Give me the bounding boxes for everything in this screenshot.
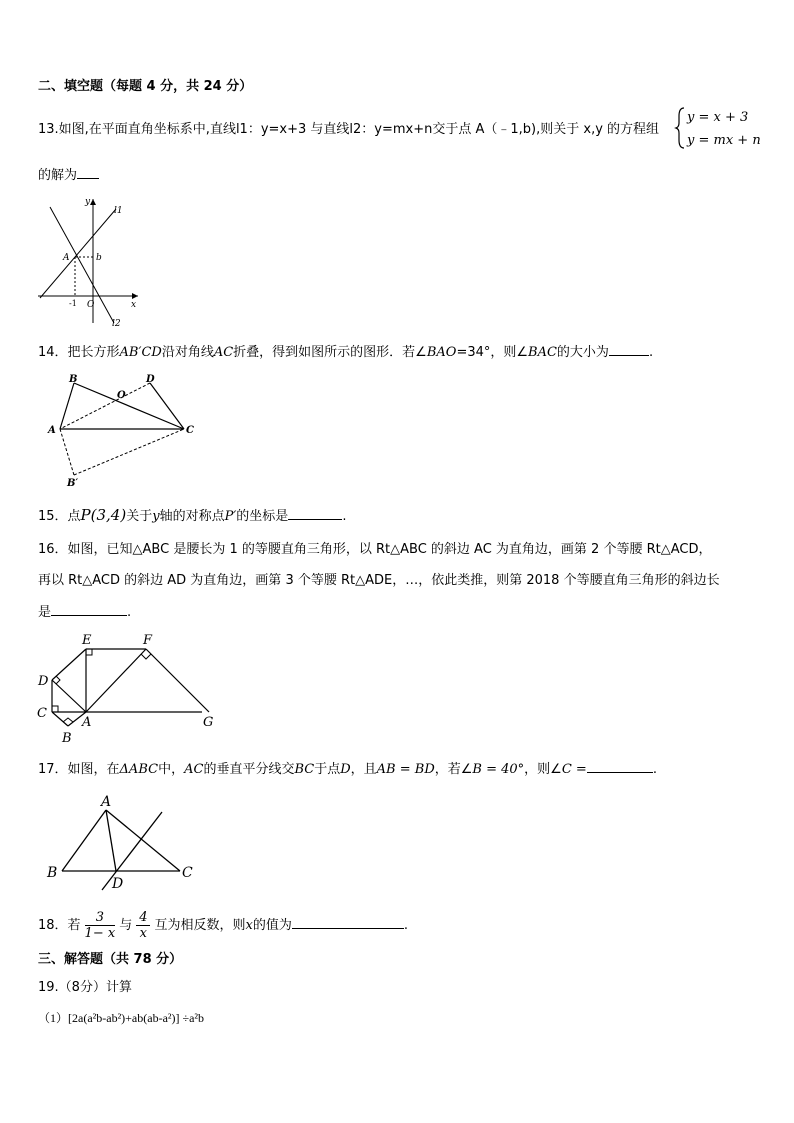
seg-DA: [52, 680, 86, 712]
q17-mid1: 中，: [158, 762, 185, 777]
q17-pre: 17．如图，在: [38, 762, 120, 777]
q18-post: 的值为: [252, 918, 292, 933]
q17-seg: AC: [184, 762, 204, 777]
right-angle-E: [86, 649, 92, 655]
q16-figure: [34, 630, 224, 748]
line-l1: [40, 209, 116, 298]
q14-mid2: 折叠，得到如图所示的图形．若∠: [233, 345, 427, 360]
right-angle-D: [56, 676, 60, 684]
label-F: F: [143, 633, 153, 648]
q13-line2-text: 的解为: [38, 168, 78, 183]
q13-figure: [30, 193, 150, 333]
seg-AB: [62, 810, 106, 871]
q17-answer-blank: [587, 760, 653, 773]
q14-answer-blank: [609, 343, 649, 356]
q15-answer-blank: [288, 507, 342, 520]
label-neg1: -1: [69, 299, 77, 308]
seg-AB-prime: [60, 429, 74, 475]
q15-mid2: 轴的对称点: [159, 509, 225, 524]
label-G: G: [203, 715, 214, 730]
q18-mid1: 与: [119, 918, 133, 933]
q17-figure: [40, 790, 210, 895]
label-C: C: [182, 865, 193, 881]
q13-eq2: y = mx + n: [687, 133, 761, 148]
q13-equation-system: [676, 106, 761, 150]
q14-end: .: [648, 345, 654, 360]
q17-mid3: 于点: [314, 762, 341, 777]
label-y: y: [85, 197, 91, 207]
q19-head: 19.（8分）计算: [38, 980, 132, 995]
label-C: C: [186, 425, 194, 436]
q14-mid1: 沿对角线: [161, 345, 214, 360]
right-angle-B: [63, 718, 73, 722]
brace-icon: [676, 108, 684, 148]
q14-mid3: =34°，则∠: [456, 345, 529, 360]
q15-mid1: 关于: [126, 509, 153, 524]
q15-post: 的坐标是: [236, 509, 289, 524]
q14-figure: [40, 368, 210, 493]
x-arrow-icon: [132, 293, 138, 299]
q16-end: .: [127, 605, 132, 620]
q18-text: [38, 908, 408, 944]
label-O: O: [87, 300, 95, 310]
label-D: D: [38, 674, 49, 689]
q18-end: .: [403, 918, 408, 933]
q18-f1-den: 1− x: [84, 926, 116, 941]
q17-mid6: ，则∠: [524, 762, 562, 777]
q18-f2-den: x: [139, 926, 148, 941]
right-angle-C: [52, 706, 58, 712]
q16-line3: [38, 603, 131, 622]
label-x: x: [131, 300, 137, 310]
seg-AD: [106, 810, 116, 871]
q17-mid4: ，且: [350, 762, 377, 777]
seg-AF: [86, 649, 146, 712]
q15-axis: y: [152, 509, 160, 524]
label-A: A: [82, 715, 92, 730]
q18-pre: 18．若: [38, 918, 81, 933]
q16-line3-text: 是: [38, 605, 52, 620]
q18-var: x: [245, 918, 253, 933]
label-l1: l1: [114, 206, 123, 216]
section-3-title: 三、解答题（共 78 分）: [38, 952, 183, 967]
q14-ang1: BAO: [426, 345, 457, 360]
label-O: O: [117, 390, 126, 401]
q16-line1: 16．如图，已知△ABC 是腰长为 1 的等腰直角三角形，以 Rt△ABC 的斜边 AC 为直角边，画第 2 个等腰 Rt△ACD，: [38, 542, 712, 557]
q17-d: D: [340, 762, 351, 777]
q15-point: P(3,4): [80, 506, 127, 524]
seg-FG: [146, 649, 209, 712]
q14-text: [38, 343, 653, 362]
q17-angB: B = 40°: [472, 762, 525, 777]
q15-pre: 15．点: [38, 509, 81, 524]
q19-sub1: （1）[2a(a²b-ab²)+ab(ab-a²)] ÷a²b: [38, 1011, 204, 1025]
label-l2: l2: [112, 319, 121, 329]
q15-end: .: [342, 509, 347, 524]
seg-DA: [60, 383, 150, 429]
q14-post: 的大小为: [556, 345, 609, 360]
seg-AC: [106, 810, 180, 871]
q15-pp: P′: [224, 509, 237, 524]
seg-B-prime-C: [74, 429, 184, 475]
y-arrow-icon: [90, 199, 96, 205]
label-D: D: [112, 876, 124, 892]
q17-angC: C =: [561, 762, 587, 777]
perp-bisector: [102, 812, 162, 890]
q17-bc: BC: [294, 762, 315, 777]
label-D: D: [146, 374, 155, 385]
q17-tri: ΔABC: [119, 762, 159, 777]
q15-text: [38, 506, 346, 526]
q18-f1-num: 3: [85, 910, 116, 926]
q13-eq1: y = x + 3: [687, 110, 749, 125]
label-B: B: [47, 865, 58, 881]
line-l2: [50, 207, 114, 323]
q17-mid2: 的垂直平分线交: [203, 762, 295, 777]
q14-rect: AB′CD: [119, 345, 162, 360]
q14-pre: 14．把长方形: [38, 345, 120, 360]
q18-fraction-2: [136, 910, 150, 941]
q17-eq: AB = BD: [376, 762, 435, 777]
label-A: A: [101, 794, 112, 810]
label-A: A: [48, 425, 56, 436]
q17-mid5: ，若∠: [434, 762, 473, 777]
q13-line2: [38, 166, 99, 185]
q17-text: [38, 760, 657, 779]
q16-answer-blank: [51, 603, 127, 616]
q18-f2-num: 4: [136, 910, 150, 926]
q18-mid2: 互为相反数，则: [154, 918, 246, 933]
right-angle-F: [141, 654, 151, 659]
q14-diag: AC: [213, 345, 234, 360]
label-C: C: [37, 706, 47, 721]
q18-answer-blank: [292, 916, 404, 929]
seg-CB: [52, 712, 68, 726]
q18-fraction-1: [85, 910, 116, 941]
q13-answer-blank: [77, 166, 99, 179]
label-B-prime: B′: [67, 478, 79, 489]
section-2-title: 二、填空题（每题 4 分，共 24 分）: [38, 79, 253, 94]
q13-text: 13.如图,在平面直角坐标系中,直线l1：y=x+3 与直线l2：y=mx+n交于点 A（﹣1,b),则关于 x,y 的方程组: [38, 122, 660, 137]
q14-ang2: BAC: [528, 345, 557, 360]
seg-AB: [60, 383, 74, 429]
label-E: E: [82, 633, 92, 648]
q16-line2: 再以 Rt△ACD 的斜边 AD 为直角边，画第 3 个等腰 Rt△ADE，…，依此类推，则第 2018 个等腰直角三角形的斜边长: [38, 573, 720, 588]
label-A: A: [63, 253, 70, 263]
seg-DE: [52, 649, 86, 680]
q17-end: .: [652, 762, 657, 777]
label-B: B: [62, 731, 72, 746]
label-b: b: [96, 253, 102, 263]
label-B: B: [69, 374, 78, 385]
